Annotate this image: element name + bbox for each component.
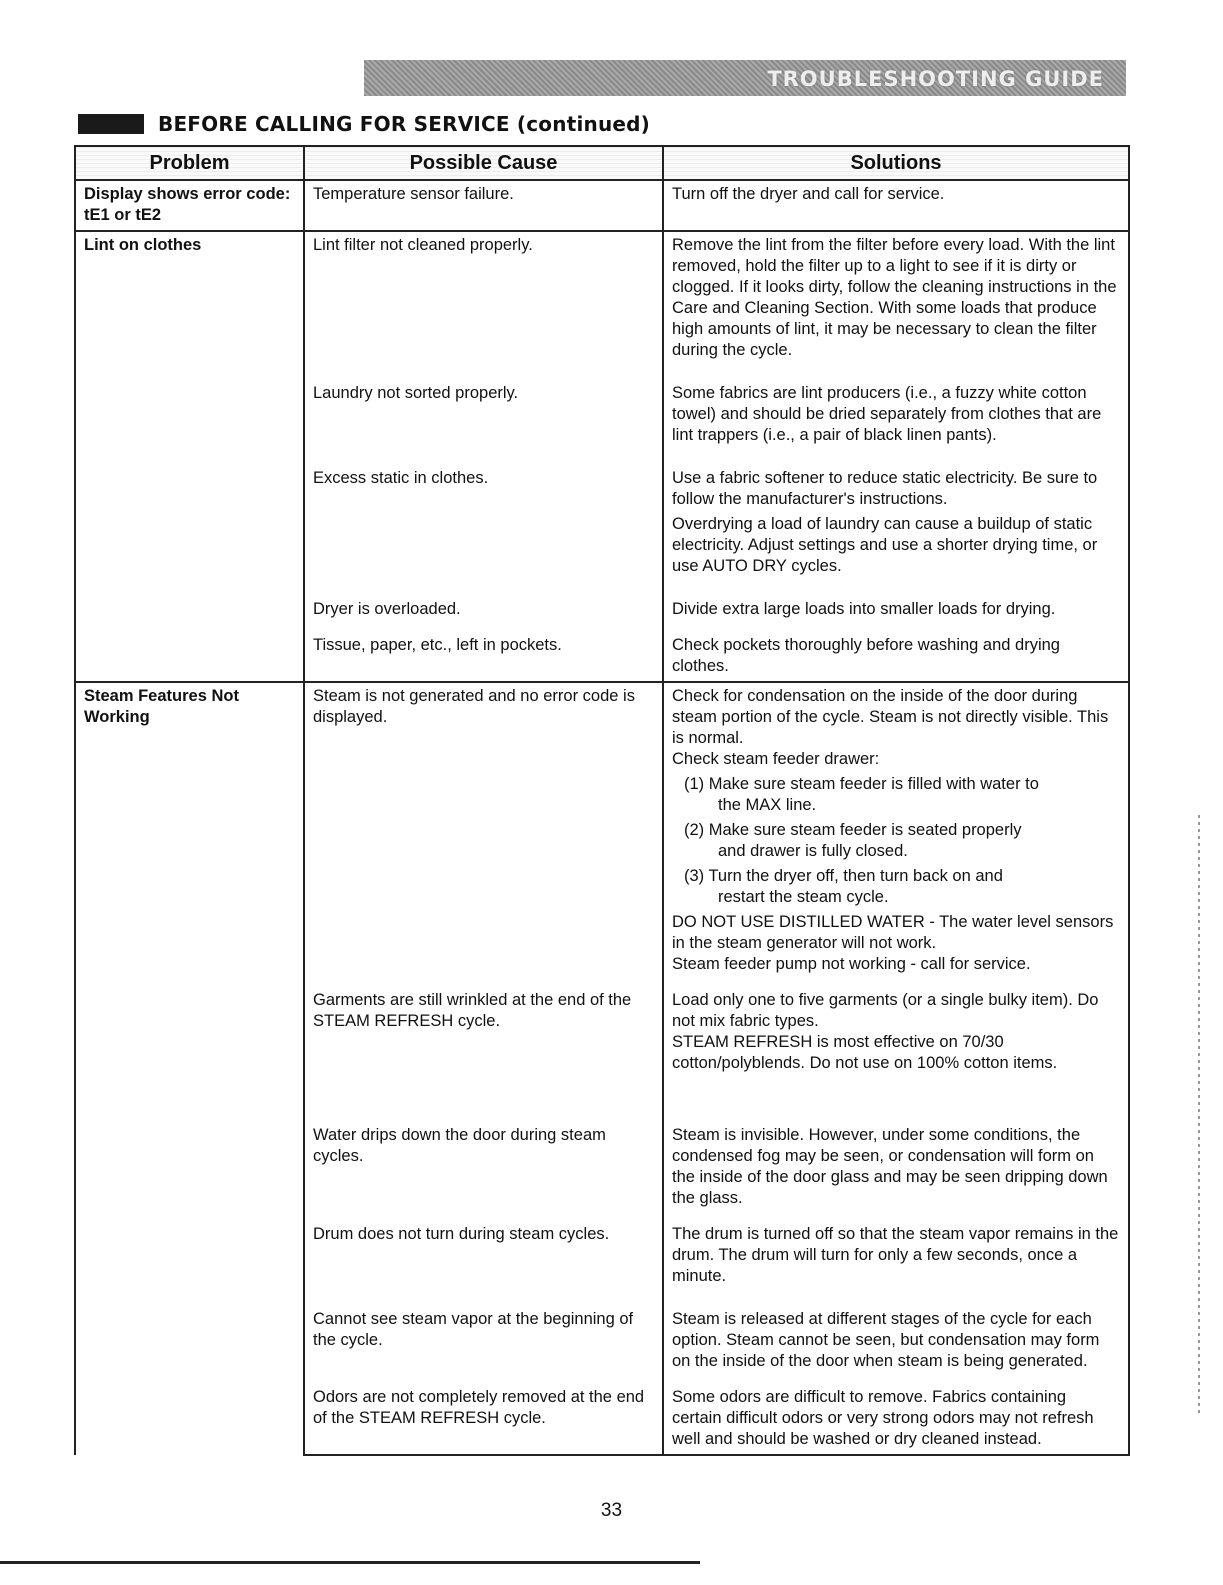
- steam-step: [672, 866, 1120, 908]
- step-text-cont: restart the steam cycle.: [718, 888, 889, 906]
- solution-text: Remove the lint from the filter before every load. With the lint removed, hold the filter up to a light to see if it is dirty or clogged. If it looks dirty, follow the cleaning instructions in the Care and Cleaning Section. With some loads that produce high amounts of lint, it may be necessary to clean the filter during the cycle.: [672, 236, 1117, 359]
- problem-cell: Steam Features Not Working: [75, 682, 304, 1455]
- scan-edge: [1198, 815, 1200, 1415]
- table-row: [75, 231, 1129, 380]
- solution-text: Steam is invisible. However, under some conditions, the condensed fog may be seen, or condensation will form on the inside of the door glass and may be seen dripping down the glass.: [672, 1126, 1108, 1207]
- step-text-cont: the MAX line.: [718, 796, 817, 814]
- steam-step: [672, 774, 1120, 816]
- solution-text: Divide extra large loads into smaller loads for drying.: [672, 600, 1056, 618]
- step-number: (1): [684, 775, 705, 793]
- table-row: [75, 682, 1129, 987]
- solution-cell: [663, 1122, 1129, 1221]
- solution-text: Some fabrics are lint producers (i.e., a fuzzy white cotton towel) and should be dried separately from clothes that are lint trappers (i.e., a pair of black linen pants).: [672, 384, 1102, 444]
- solution-text: The drum is turned off so that the steam vapor remains in the drum. The drum will turn for only a few seconds, once a minute.: [672, 1225, 1119, 1285]
- cause-cell: Temperature sensor failure.: [304, 180, 663, 231]
- step-text: Make sure steam feeder is seated properly: [708, 821, 1022, 839]
- page-number: 33: [600, 1500, 623, 1521]
- solution-cell: [663, 1221, 1129, 1306]
- cause-cell: Drum does not turn during steam cycles.: [304, 1221, 663, 1306]
- solution-text: Some odors are difficult to remove. Fabrics containing certain difficult odors or very strong odors may not refresh well and should be washed or dry cleaned instead.: [672, 1388, 1094, 1448]
- section-heading: [78, 111, 650, 137]
- column-header-cause: Possible Cause: [304, 146, 663, 180]
- solution-text: DO NOT USE DISTILLED WATER - The water level sensors in the steam generator will not work.: [672, 913, 1114, 952]
- solution-cell: [663, 380, 1129, 465]
- table-header-row: [75, 146, 1129, 180]
- solution-text: Use a fabric softener to reduce static electricity. Be sure to follow the manufacturer's instructions.: [672, 469, 1098, 508]
- solution-text: Check steam feeder drawer:: [672, 750, 880, 768]
- column-header-problem: Problem: [75, 146, 304, 180]
- cause-cell: Dryer is overloaded.: [304, 596, 663, 632]
- step-text-cont: and drawer is fully closed.: [718, 842, 908, 860]
- solution-text: STEAM REFRESH is most effective on 70/30 cotton/polyblends. Do not use on 100% cotton items.: [672, 1033, 1058, 1072]
- banner-title: TROUBLESHOOTING GUIDE: [767, 67, 1104, 91]
- solution-text: Steam feeder pump not working - call for service.: [672, 955, 1031, 973]
- step-text: Turn the dryer off, then turn back on and: [708, 867, 1003, 885]
- steam-step: [672, 820, 1120, 862]
- solution-cell: [663, 465, 1129, 596]
- step-text: Make sure steam feeder is filled with water to: [708, 775, 1039, 793]
- troubleshooting-banner: [364, 60, 1126, 96]
- cause-cell: [304, 231, 663, 380]
- solution-cell: [663, 1306, 1129, 1384]
- cause-cell: Odors are not completely removed at the end of the STEAM REFRESH cycle.: [304, 1384, 663, 1455]
- solution-cell: [663, 231, 1129, 380]
- cause-cell: Tissue, paper, etc., left in pockets.: [304, 632, 663, 682]
- solution-cell: [663, 1384, 1129, 1455]
- step-number: (2): [684, 821, 705, 839]
- cause-text: Lint filter not cleaned properly.: [313, 236, 533, 254]
- solution-cell: [663, 987, 1129, 1122]
- cause-cell: Garments are still wrinkled at the end of the STEAM REFRESH cycle.: [304, 987, 663, 1122]
- solution-text: Load only one to five garments (or a single bulky item). Do not mix fabric types.: [672, 991, 1099, 1030]
- solution-text: Check pockets thoroughly before washing and drying clothes.: [672, 636, 1060, 675]
- cause-cell: Laundry not sorted properly.: [304, 380, 663, 465]
- solution-text: Steam is released at different stages of the cycle for each option. Steam cannot be seen, but condensation may form on the inside of the door when steam is being generated.: [672, 1310, 1100, 1370]
- column-header-solutions: Solutions: [663, 146, 1129, 180]
- bottom-rule: [0, 1561, 700, 1564]
- step-number: (3): [684, 867, 705, 885]
- cause-cell: Water drips down the door during steam cycles.: [304, 1122, 663, 1221]
- section-title: BEFORE CALLING FOR SERVICE (continued): [158, 112, 651, 136]
- solution-cell: [663, 682, 1129, 987]
- solution-text: Check for condensation on the inside of the door during steam portion of the cycle. Steam is not directly visible. This is normal.: [672, 687, 1109, 747]
- table-row: [75, 180, 1129, 231]
- cause-cell: Cannot see steam vapor at the beginning of the cycle.: [304, 1306, 663, 1384]
- cause-cell: Steam is not generated and no error code is displayed.: [304, 682, 663, 987]
- problem-cell: Display shows error code: tE1 or tE2: [75, 180, 304, 231]
- problem-cell: Lint on clothes: [75, 231, 304, 682]
- solution-text: Turn off the dryer and call for service.: [672, 185, 945, 203]
- section-marker: [78, 114, 144, 134]
- solution-text: Overdrying a load of laundry can cause a buildup of static electricity. Adjust settings and use a shorter drying time, or use AUTO DRY cycles.: [672, 515, 1098, 575]
- solution-cell: [663, 632, 1129, 682]
- cause-cell: Excess static in clothes.: [304, 465, 663, 596]
- solution-cell: [663, 180, 1129, 231]
- solution-cell: [663, 596, 1129, 632]
- troubleshooting-table: [74, 145, 1130, 1456]
